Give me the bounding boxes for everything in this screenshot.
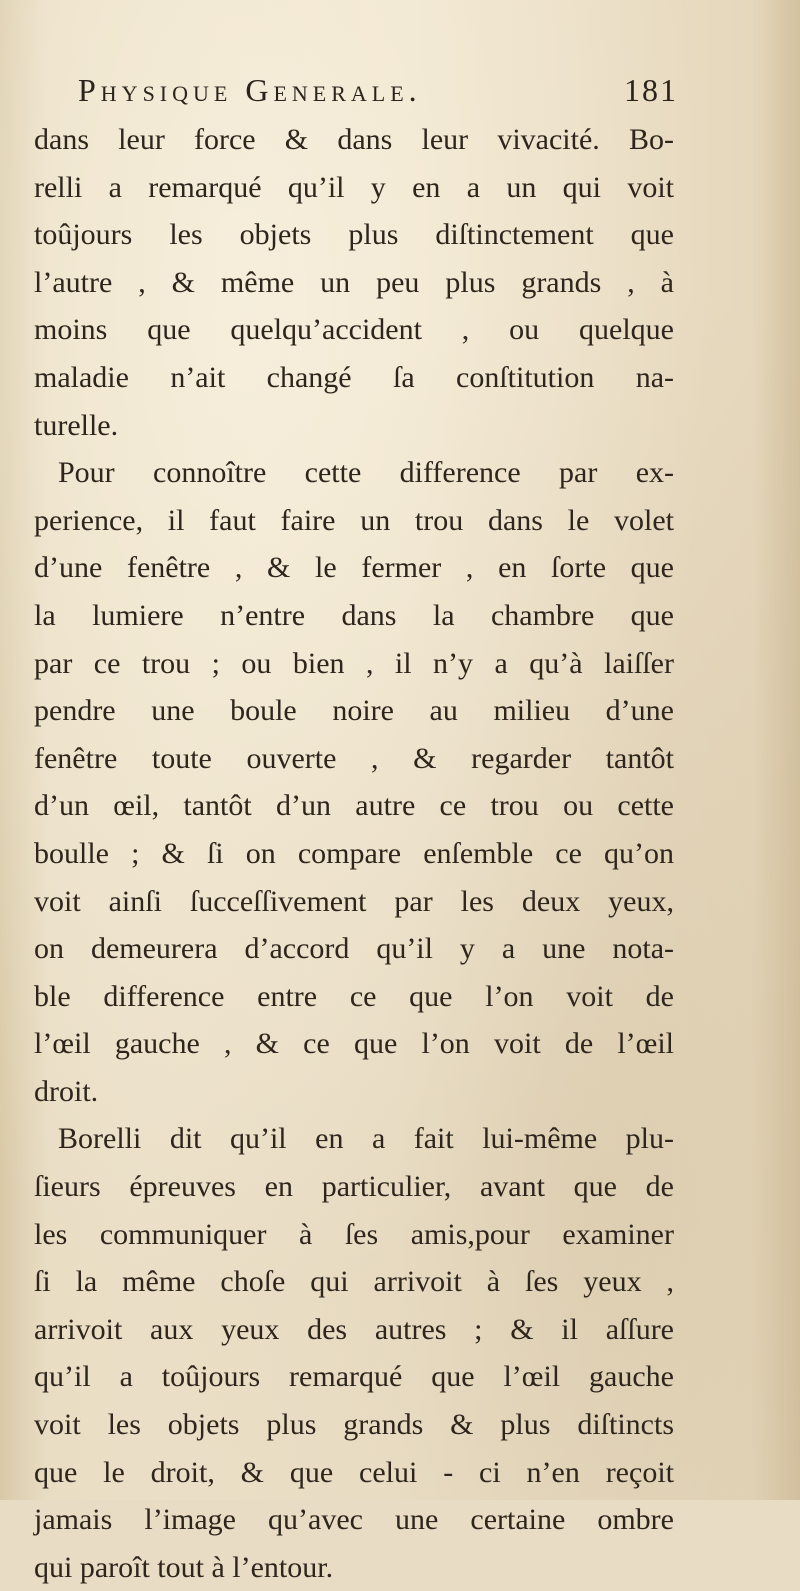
text-line: que le droit, & que celui - ci n’en reçoit — [34, 1455, 674, 1489]
text-line: fenêtre toute ouverte , & regarder tantôt — [34, 741, 674, 775]
text-line: voit les objets plus grands & plus diſtincts — [34, 1408, 674, 1442]
page-header — [78, 72, 678, 116]
text-line: ble difference entre ce que l’on voit de — [34, 979, 674, 1013]
text-line: Borelli dit qu’il en a fait lui-même plu- — [58, 1122, 674, 1156]
text-line: d’un œil, tantôt d’un autre ce trou ou cette — [34, 789, 674, 823]
text-line: droit. — [34, 1074, 99, 1108]
text-line: qu’il a toûjours remarqué que l’œil gauche — [34, 1360, 674, 1394]
text-line: ſieurs épreuves en particulier, avant que de — [34, 1170, 674, 1204]
text-line: arrivoit aux yeux des autres ; & il aſſure — [34, 1312, 674, 1346]
text-line: on demeurera d’accord qu’il y a une nota- — [34, 932, 674, 966]
page-number: 181 — [624, 72, 678, 108]
body-text — [34, 116, 674, 1591]
text-line: ſi la même choſe qui arrivoit à ſes yeux , — [34, 1265, 674, 1299]
text-line: maladie n’ait changé ſa conſtitution na- — [34, 360, 674, 394]
text-line: jamais l’image qu’avec une certaine ombre — [34, 1503, 674, 1537]
text-line: boulle ; & ſi on compare enſemble ce qu’on — [34, 836, 674, 870]
text-line: par ce trou ; ou bien , il n’y a qu’à laiſſer — [34, 646, 674, 680]
text-line: d’une fenêtre , & le fermer , en ſorte que — [34, 551, 674, 585]
text-line: turelle. — [34, 408, 119, 442]
text-line: toûjours les objets plus diſtinctement que — [34, 218, 674, 252]
text-line: qui paroît tout à l’entour. — [34, 1550, 334, 1584]
text-line: l’œil gauche , & ce que l’on voit de l’œil — [34, 1027, 674, 1061]
text-line: relli a remarqué qu’il y en a un qui voit — [34, 170, 674, 204]
text-line: la lumiere n’entre dans la chambre que — [34, 598, 674, 632]
running-title: Physique Generale. — [78, 72, 422, 108]
text-line: les communiquer à ſes amis,pour examiner — [34, 1217, 674, 1251]
text-line: Pour connoître cette difference par ex- — [58, 456, 674, 490]
text-line: l’autre , & même un peu plus grands , à — [34, 265, 674, 299]
text-line: dans leur force & dans leur vivacité. Bo- — [34, 123, 674, 156]
text-line: moins que quelqu’accident , ou quelque — [34, 313, 674, 347]
text-line: pendre une boule noire au milieu d’une — [34, 694, 674, 728]
text-line: voit ainſi ſucceſſivement par les deux yeux, — [34, 884, 674, 918]
text-line: perience, il faut faire un trou dans le volet — [34, 503, 674, 537]
